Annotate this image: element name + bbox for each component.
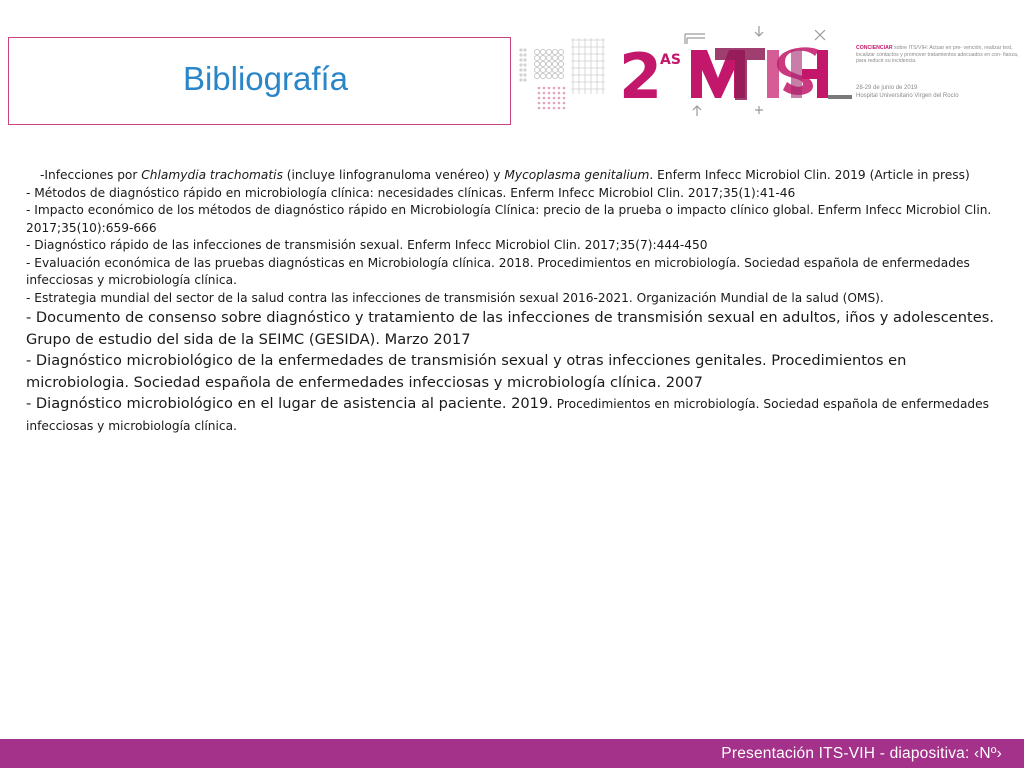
reference-italic-text: Chlamydia trachomatis <box>141 168 283 182</box>
caption-highlight: CONCIENCIAR <box>856 45 893 51</box>
event-logo <box>515 20 1020 120</box>
reference-text: -Infecciones por <box>40 168 142 182</box>
bibliography-list <box>26 167 998 436</box>
reference-text: - Evaluación económica de las pruebas diagnósticas en Microbiología clínica. 2018. Procedimientos en microbiología. Sociedad española de enfermedades infecciosas y microbiología clínica. <box>26 255 970 287</box>
reference-item <box>26 350 998 393</box>
reference-item <box>26 307 998 350</box>
slide-title: Bibliografía <box>182 60 349 97</box>
event-logo-graphic <box>515 20 855 120</box>
footer-bar <box>0 739 1024 768</box>
event-date: 28-29 de junio de 2019 <box>856 85 918 91</box>
reference-item <box>26 393 998 436</box>
reference-italic-text: Mycoplasma genitalium <box>504 168 650 182</box>
reference-text: - Impacto económico de los métodos de diagnóstico rápido en Microbiología Clínica: precio de la prueba o impacto clínico global. Enferm Infecc Microbiol Clin. 2017;35(10):659-666 <box>26 203 992 235</box>
edition-suffix: AS <box>660 52 681 68</box>
reference-text-tail: Procedimientos en microbiología. Sociedad española de enfermedades infecciosas y microbiología clínica. <box>26 397 990 433</box>
logo-date-venue <box>856 84 1024 100</box>
reference-item <box>26 290 998 308</box>
reference-text: - Diagnóstico microbiológico de la enfermedades de transmisión sexual y otras infecciones genitales. Procedimientos en microbiologia. Sociedad española de enfermedades infecciosas y microbiología clínica. 2007 <box>26 352 907 391</box>
reference-text: . Enferm Infecc Microbiol Clin. 2019 (Article in press) <box>649 168 970 182</box>
reference-text: - Estrategia mundial del sector de la salud contra las infecciones de transmisión sexual 2016-2021. Organización Mundial de la salud (OMS). <box>26 290 884 305</box>
reference-text: - Métodos de diagnóstico rápido en microbiología clínica: necesidades clínicas. Enferm Infecc Microbiol Clin. 2017;35(1):41-46 <box>26 185 796 200</box>
pink-dot-grid <box>538 87 566 110</box>
edition-number: 2 <box>619 40 663 113</box>
caption-text: sobre ITS/VIH: Actuar en pre- vención, realizar test, localizar contactos y promover tratamientos adecuados en con- fianza, para reducir su incidencia. <box>856 45 1019 65</box>
dot-pattern <box>519 48 526 81</box>
circle-grid <box>534 49 563 78</box>
reference-text: - Diagnóstico microbiológico en el lugar de asistencia al paciente. 2019. <box>26 395 553 412</box>
reference-item <box>26 167 998 185</box>
reference-item <box>26 185 998 203</box>
reference-text: (incluye linfogranuloma venéreo) y <box>282 168 505 182</box>
title-box <box>8 37 511 125</box>
reference-text: - Documento de consenso sobre diagnóstico y tratamiento de las infecciones de transmisión sexual en adultos, iños y adolescentes. Grupo de estudio del sida de la SEIMC (GESIDA). Marzo 2017 <box>26 309 994 348</box>
reference-item <box>26 255 998 290</box>
footer-slide-label: Presentación ITS-VIH - diapositiva: ‹Nº› <box>721 745 1002 762</box>
mtish-wordmark <box>691 47 852 100</box>
reference-text: - Diagnóstico rápido de las infecciones de transmisión sexual. Enferm Infecc Microbiol Clin. 2017;35(7):444-450 <box>26 238 708 252</box>
reference-item <box>26 237 998 255</box>
event-venue: Hospital Universitario Virgen del Rocío <box>856 93 959 99</box>
logo-caption <box>856 45 1021 65</box>
grid-pattern <box>571 38 605 94</box>
reference-item <box>26 202 998 237</box>
